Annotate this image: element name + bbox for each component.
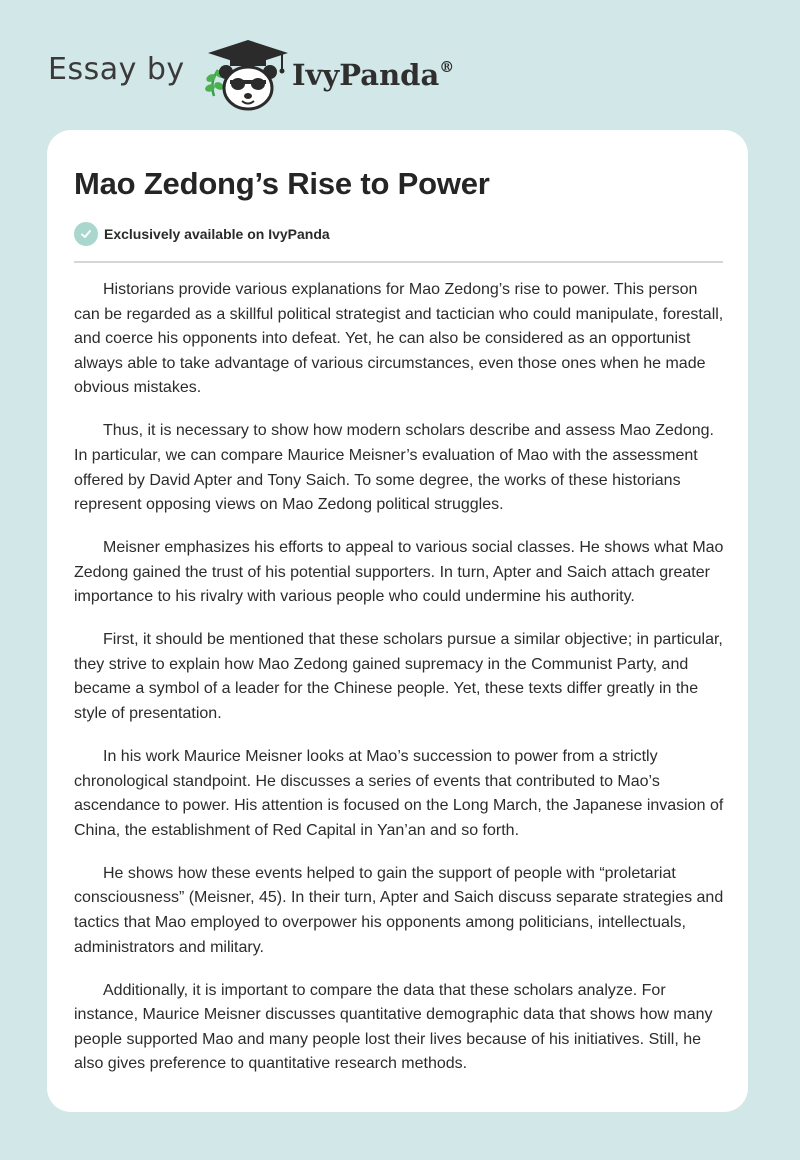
divider <box>74 261 723 263</box>
paragraph: Thus, it is necessary to show how modern scholars describe and assess Mao Zedong. In particular, we can compare Maurice Meisner’s evaluation of Mao with the assessment offered by David Apter and Tony Saich. To some degree, the works of these historians represent opposing views on Mao Zedong political struggles. <box>74 422 714 514</box>
brand-name[interactable] <box>292 58 454 92</box>
page-title: Mao Zedong’s Rise to Power <box>74 166 490 201</box>
paragraph: In his work Maurice Meisner looks at Mao’s succession to power from a strictly chronological standpoint. He discusses a series of events that contributed to Mao’s ascendance to power. His attention is focused on the Long March, the Japanese invasion of China, the establishment of Red Capital in Yan’an and so forth. <box>74 748 724 839</box>
essay-card <box>47 130 748 1112</box>
registered-mark: ® <box>439 58 455 77</box>
paragraph: Additionally, it is important to compare the data that these scholars analyze. For instance, Maurice Meisner discusses quantitative demographic data that shows how many people supported Mao and many people lost their lives because of his initiatives. Still, he also gives preference to quantitative research methods. <box>74 981 713 1073</box>
essay-by-label: Essay by <box>48 52 185 87</box>
panda-graduate-icon[interactable] <box>200 36 296 112</box>
paragraph: He shows how these events helped to gain the support of people with “proletariat consciousness” (Meisner, 45). In their turn, Apter and Saich discuss separate strategies and tactics that Mao employed to overpower his opponents among politicians, intellectuals, administrators and military. <box>74 864 724 956</box>
brand-text: IvyPanda <box>292 58 440 92</box>
exclusive-label: Exclusively available on IvyPanda <box>104 226 330 242</box>
exclusive-badge <box>74 222 330 246</box>
check-circle-icon <box>74 222 98 246</box>
paragraph: Meisner emphasizes his efforts to appeal to various social classes. He shows what Mao Zedong gained the trust of his potential supporters. In turn, Apter and Saich attach greater importance to his rivalry with various people who could undermine his authority. <box>74 539 724 606</box>
essay-body <box>74 278 726 1095</box>
site-header <box>0 0 800 130</box>
paragraph: First, it should be mentioned that these scholars pursue a similar objective; in particular, they strive to explain how Mao Zedong gained supremacy in the Communist Party, and became a symbol of a leader for the Chinese people. Yet, these texts differ greatly in the style of presentation. <box>74 631 723 723</box>
paragraph: Historians provide various explanations for Mao Zedong’s rise to power. This person can be regarded as a skillful political strategist and tactician who could manipulate, forestall, and coerce his opponents into defeat. Yet, he can also be considered as an opportunist always able to take advantage of various circumstances, even those ones when he made obvious mistakes. <box>74 281 724 397</box>
